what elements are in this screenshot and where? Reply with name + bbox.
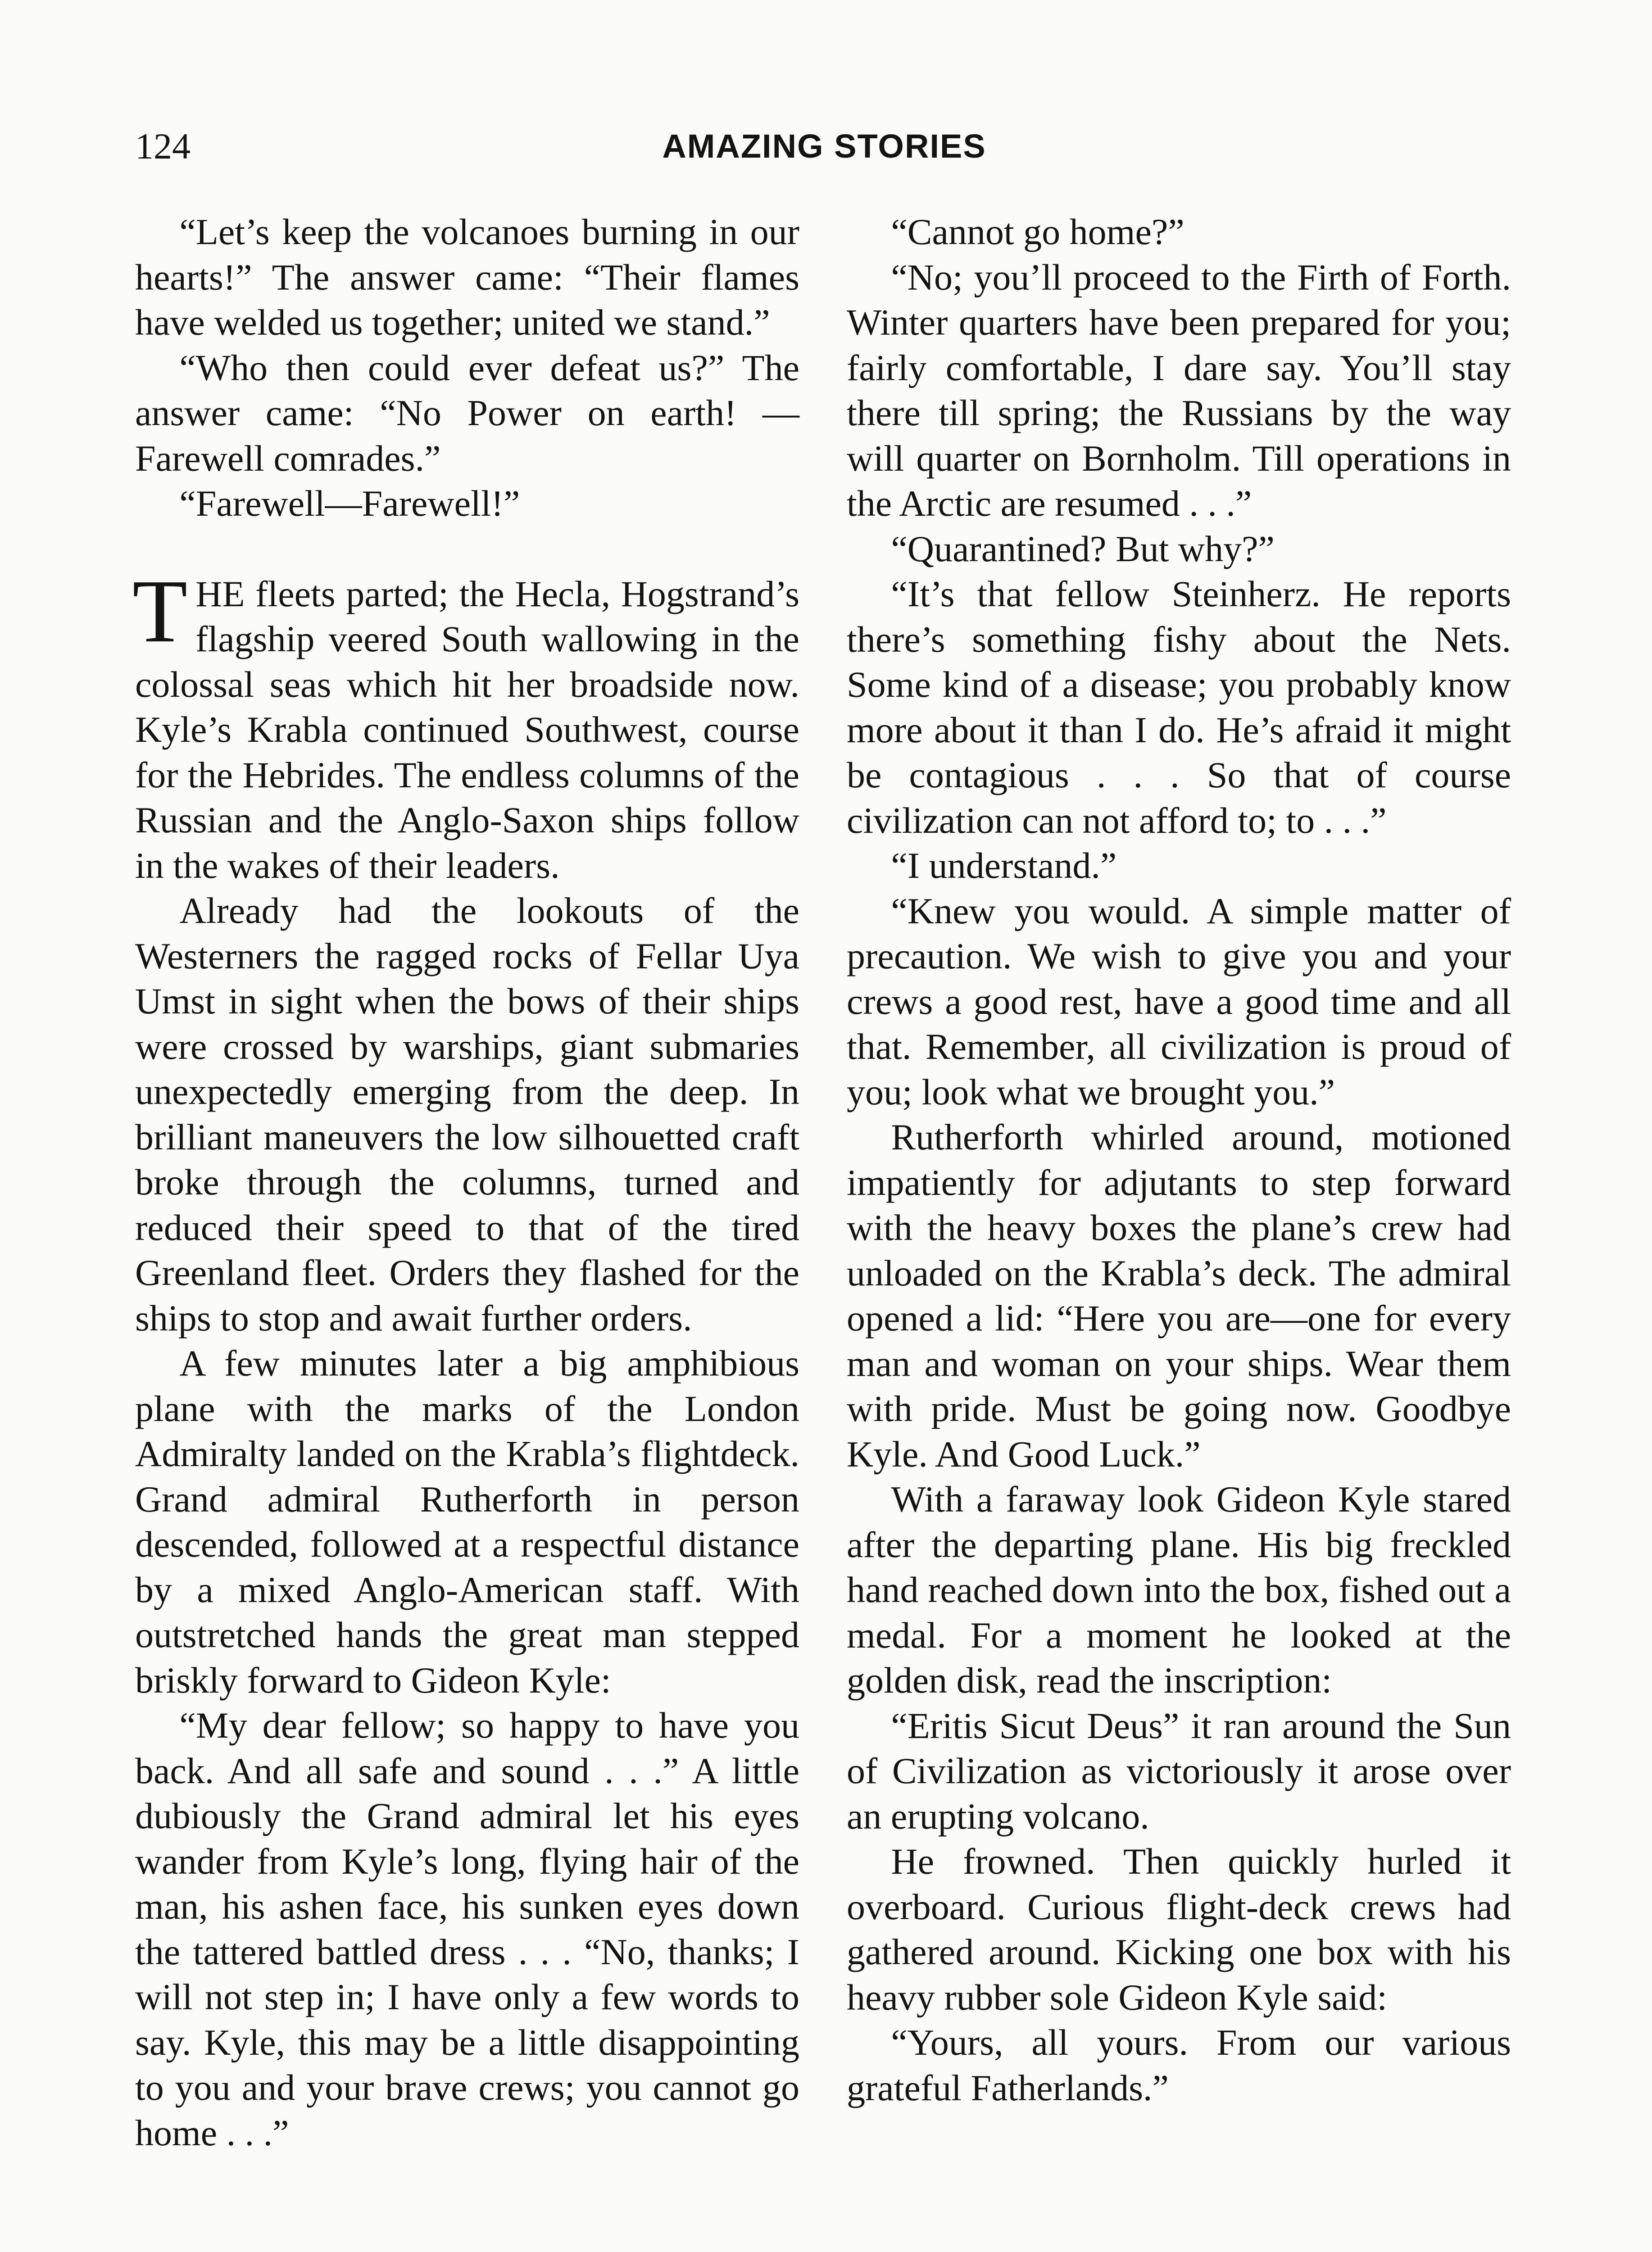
paragraph: Already had the lookouts of the Westerners the ragged rocks of Fellar Uya Umst in sight when the bows of their ships were crossed by warships, giant submaries unexpectedly emerging from the deep. In brilliant maneuvers the low silhouetted craft broke through the columns, turned and reduced their speed to that of the tired Greenland fleet. Orders they flashed for the ships to stop and await further orders. — [135, 890, 799, 1339]
page-header — [135, 122, 1513, 171]
paragraph: “Eritis Sicut Deus” it ran around the Sun of Civilization as victoriously it arose over an erupting volcano. — [847, 1705, 1511, 1837]
paragraph: “Cannot go home?” — [891, 211, 1185, 252]
paragraph-text: HE fleets parted; the Hecla, Hogstrand’s flagship veered South wallowing in the colossal seas which hit her broadside now. Kyle’s Krabla continued Southwest, course for the Hebrides. The endless columns of the Russian and the Anglo-Saxon ships follow in the wakes of their leaders. — [135, 573, 799, 886]
paragraph: With a faraway look Gideon Kyle stared after the departing plane. His big freckled hand reached down into the box, fished out a medal. For a moment he looked at the golden disk, read the inscription: — [847, 1479, 1511, 1701]
left-column — [132, 209, 799, 2156]
paragraph: “Yours, all yours. From our various grateful Fatherlands.” — [847, 2022, 1511, 2108]
paragraph: “My dear fellow; so happy to have you back. And all safe and sound . . .” A little dubiously the Grand admiral let his eyes wander from Kyle’s long, flying hair of the man, his ashen face, his sunken eyes down the tattered battled dress . . . “No, thanks; I will not step in; I have only a few words to say. Kyle, this may be a little disappointing to you and your brave crews; you cannot go home . . .” — [135, 1705, 799, 2153]
paragraph: He frowned. Then quickly hurled it overboard. Curious flight-deck crews had gathered around. Kicking one box with his heavy rubber sole Gideon Kyle said: — [847, 1841, 1511, 2018]
paragraph: “Knew you would. A simple matter of precaution. We wish to give you and your crews a good rest, have a good time and all that. Remember, all civilization is proud of you; look what we brought you.” — [847, 890, 1511, 1112]
paragraph: “Let’s keep the volcanoes burning in our hearts!” The answer came: “Their flames have welded us together; united we stand.” — [135, 211, 799, 343]
drop-cap: T — [132, 561, 188, 661]
page-number: 124 — [135, 126, 191, 167]
paragraph: “No; you’ll proceed to the Firth of Forth. Winter quarters have been prepared for you; fairly comfortable, I dare say. You’ll stay there till spring; the Russians by the way will quarter on Bornholm. Till operations in the Arctic are resumed . . .” — [847, 256, 1511, 524]
paragraph: “Farewell—Farewell!” — [179, 483, 520, 524]
paragraph: “It’s that fellow Steinherz. He reports there’s something fishy about the Nets. Some kind of a disease; you probably know more about it than I do. He’s afraid it might be contagious . . . So that of course civilization can not afford to; to . . .” — [847, 573, 1511, 841]
section-opening-paragraph — [132, 561, 799, 889]
paragraph: “Who then could ever defeat us?” The answer came: “No Power on earth! —Farewell comrades.” — [135, 347, 799, 479]
paragraph: Rutherforth whirled around, motioned impatiently for adjutants to step forward with the heavy boxes the plane’s crew had unloaded on the Krabla’s deck. The admiral opened a lid: “Here you are—one for every man and woman on your ships. Wear them with pride. Must be going now. Goodbye Kyle. And Good Luck.” — [847, 1117, 1511, 1475]
paragraph: “Quarantined? But why?” — [891, 528, 1275, 569]
paragraph: “I understand.” — [891, 845, 1117, 886]
paragraph: A few minutes later a big amphibious plane with the marks of the London Admiralty landed on the Krabla’s flightdeck. Grand admiral Rutherforth in person descended, followed at a respectful distance by a mixed Anglo-American staff. With outstretched hands the great man stepped briskly forward to Gideon Kyle: — [135, 1343, 799, 1701]
section-break — [135, 527, 799, 572]
running-head: AMAZING STORIES — [662, 127, 986, 165]
right-column — [847, 209, 1511, 2111]
